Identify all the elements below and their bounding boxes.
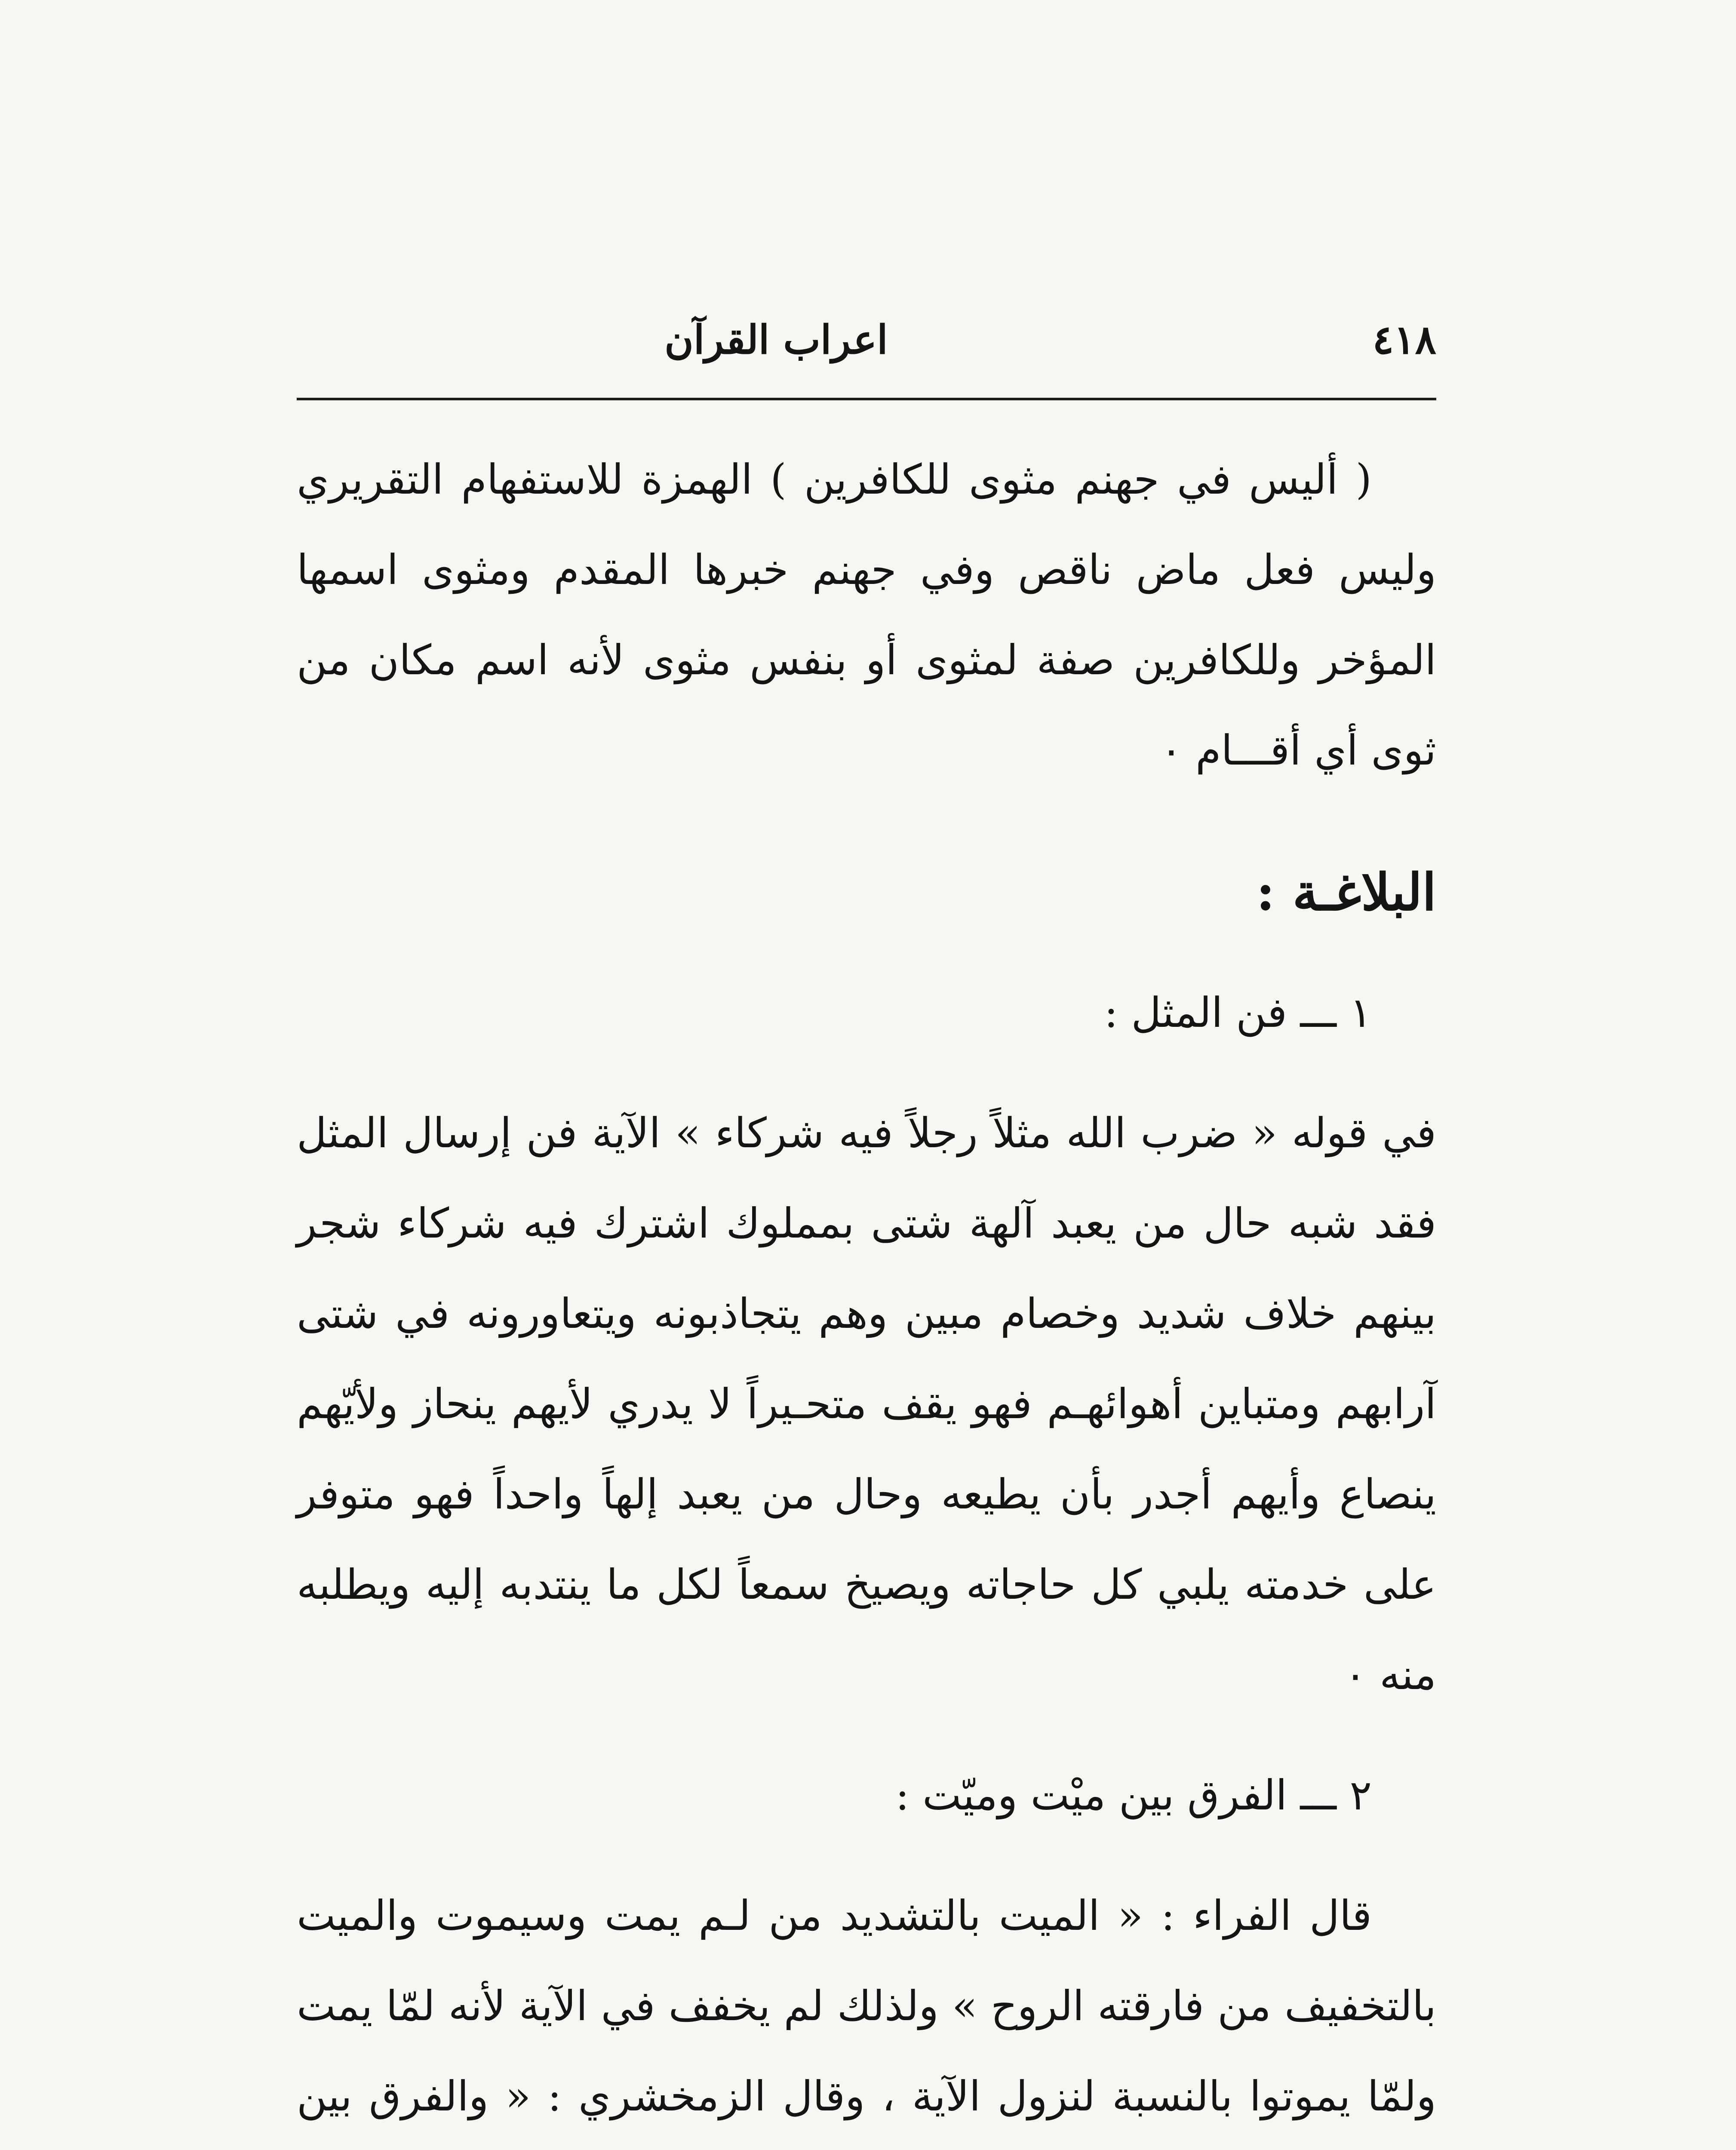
- spacer: [297, 1720, 1436, 1750]
- page-content: [297, 434, 1436, 2150]
- subsection-body-2: [297, 1870, 1436, 2150]
- page-header: [297, 310, 1436, 370]
- header-rule: [297, 398, 1436, 400]
- subsection-heading-1: ١ ـــ فن المثل :: [1104, 989, 1372, 1037]
- subsection-body-1: في قوله « ضرب الله مثلاً رجلاً فيه شركاء » الآية فن إرسال المثل فقد شبه حال من يعبد آلهة شتى بمملوك اشترك فيه شركاء شجر بينهم خلاف شديد وخصام مبين وهم يتجاذبونه ويتعاورونه في شتى آرابهم ومتباين أهوائهـم فهو يقف متحـيراً لا يدري لأيهم ينحاز ولأيّهم ينصاع وأيهم أجدر بأن يطيعه وحال من يعبد إلهاً واحداً فهو متوفر على خدمته يلبي كل حاجاته ويصيخ سمعاً لكل ما ينتدبه إليه ويطلبه منه ٠: [297, 1109, 1436, 1699]
- spacer: [297, 1058, 1436, 1088]
- running-title: اعراب القرآن: [664, 316, 888, 363]
- spacer: [297, 937, 1436, 968]
- subsection-body-2-regular: قال الفراء : « الميت بالتشديد من لـم يمت وسيموت والميت بالتخفيف من فارقته الروح » ولذلك لم يخفف في الآية لأنه لمّا يمت ولمّا يموتوا بالنسبة لنزول الآية ، وقال الزمخشري : « والفرق بين: [297, 1892, 1436, 2120]
- spacer: [297, 796, 1436, 847]
- spacer: [297, 1840, 1436, 1870]
- page-number: ٤١٨: [1372, 316, 1436, 363]
- subsection-heading-2: ٢ ـــ الفرق بين ميْت وميّت :: [895, 1771, 1372, 1819]
- section-heading-balagha: البلاغـة :: [1256, 862, 1436, 922]
- intro-paragraph: ( أليس في جهنم مثوى للكافرين ) الهمزة للاستفهام التقريري وليس فعل ماض ناقص وفي جهنم خبرها المقدم ومثوى اسمها المؤخر وللكافرين صفة لمثوى أو بنفس مثوى لأنه اسم مكان من ثوى أي أقـــام ٠: [297, 455, 1436, 774]
